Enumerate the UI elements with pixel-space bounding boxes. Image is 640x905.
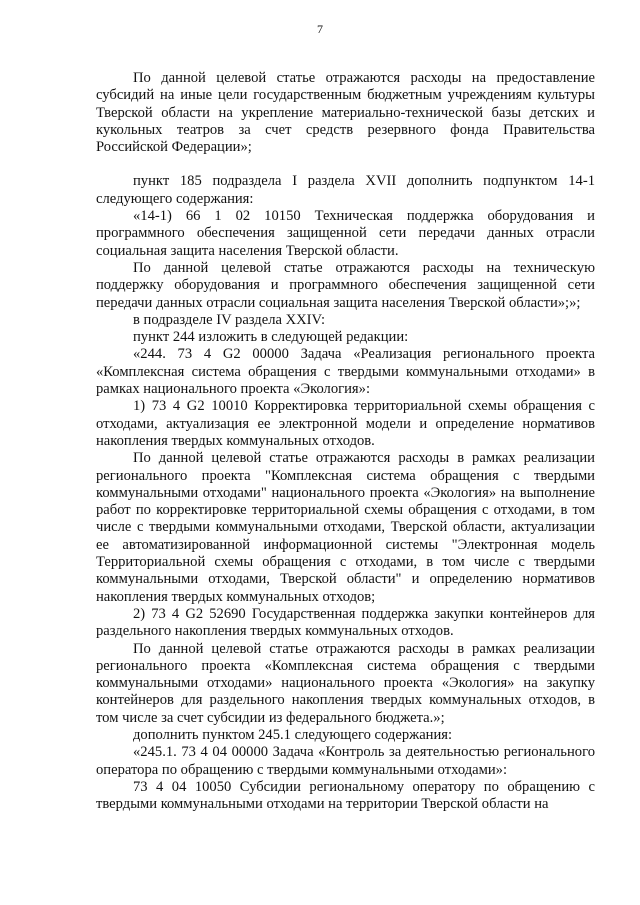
paragraph-5: в подразделе IV раздела XXIV: [133, 311, 326, 328]
paragraph-14: 73 4 04 10050 Субсидии региональному оператору по обращению с твердыми коммунальными отходами на территории Тверской области на [96, 778, 595, 813]
paragraph-10: 2) 73 4 G2 52690 Государственная поддержка закупки контейнеров для раздельного накопления твердых коммунальных отходов. [96, 605, 595, 640]
paragraph-8: 1) 73 4 G2 10010 Корректировка территориальной схемы обращения с отходами, актуализация ее электронной модели и определение нормативов накопления твердых коммунальных отходов. [96, 398, 595, 449]
paragraph-3: «14-1) 66 1 02 10150 Техническая поддержка оборудования и программного обеспечения защищенной сети передачи данных отрасли социальная защита населения Тверской области. [96, 208, 595, 259]
paragraph-2: пункт 185 подраздела I раздела XVII дополнить подпунктом 14-1 следующего содержания: [96, 173, 595, 207]
page-number: 7 [317, 22, 323, 36]
paragraph-1: По данной целевой статье отражаются расходы на предоставление субсидий на иные цели государственным бюджетным учреждениям культуры Тверской области на укрепление материально-технической базы детских и кукольных театров за счет средств резервного фонда Правительства Российской Федерации»; [96, 70, 595, 156]
paragraph-11: По данной целевой статье отражаются расходы в рамках реализации регионального проекта «Комплексная система обращения с твердыми коммунальными отходами» национального проекта «Экология» на закупку контейнеров для раздельного накопления твердых коммунальных отходов, в том числе за счет субсидии из федерального бюджета.»; [96, 640, 595, 726]
paragraph-7: «244. 73 4 G2 00000 Задача «Реализация регионального проекта «Комплексная система обращения с твердыми коммунальными отходами» в рамках национального проекта «Экология»: [96, 346, 595, 398]
paragraph-13: «245.1. 73 4 04 00000 Задача «Контроль за деятельностью регионального оператора по обращению с твердыми коммунальными отходами»: [96, 744, 595, 778]
paragraph-12: дополнить пунктом 245.1 следующего содержания: [133, 726, 453, 743]
paragraph-gap [96, 156, 595, 173]
paragraph-6: пункт 244 изложить в следующей редакции: [133, 329, 409, 346]
paragraph-9: По данной целевой статье отражаются расходы в рамках реализации регионального проекта "Комплексная система обращения с твердыми коммунальными отходами" национального проекта «Экология» на выполнение работ по корректировке территориальной схемы обращения с отходами, в том числе с твердыми коммунальными отходами, Тверской области, актуализации ее автоматизированной информационной системы "Электронная модель Территориальной схемы обращения с отходами, в том числе с твердыми коммунальными отходами, Тверской области" и определению нормативов накопления твердых коммунальных отходов; [96, 450, 595, 605]
document-body [96, 70, 595, 813]
paragraph-4: По данной целевой статье отражаются расходы на техническую поддержку оборудования и программного обеспечения защищенной сети передачи данных отрасли социальная защита населения Тверской области»;»; [96, 259, 595, 311]
